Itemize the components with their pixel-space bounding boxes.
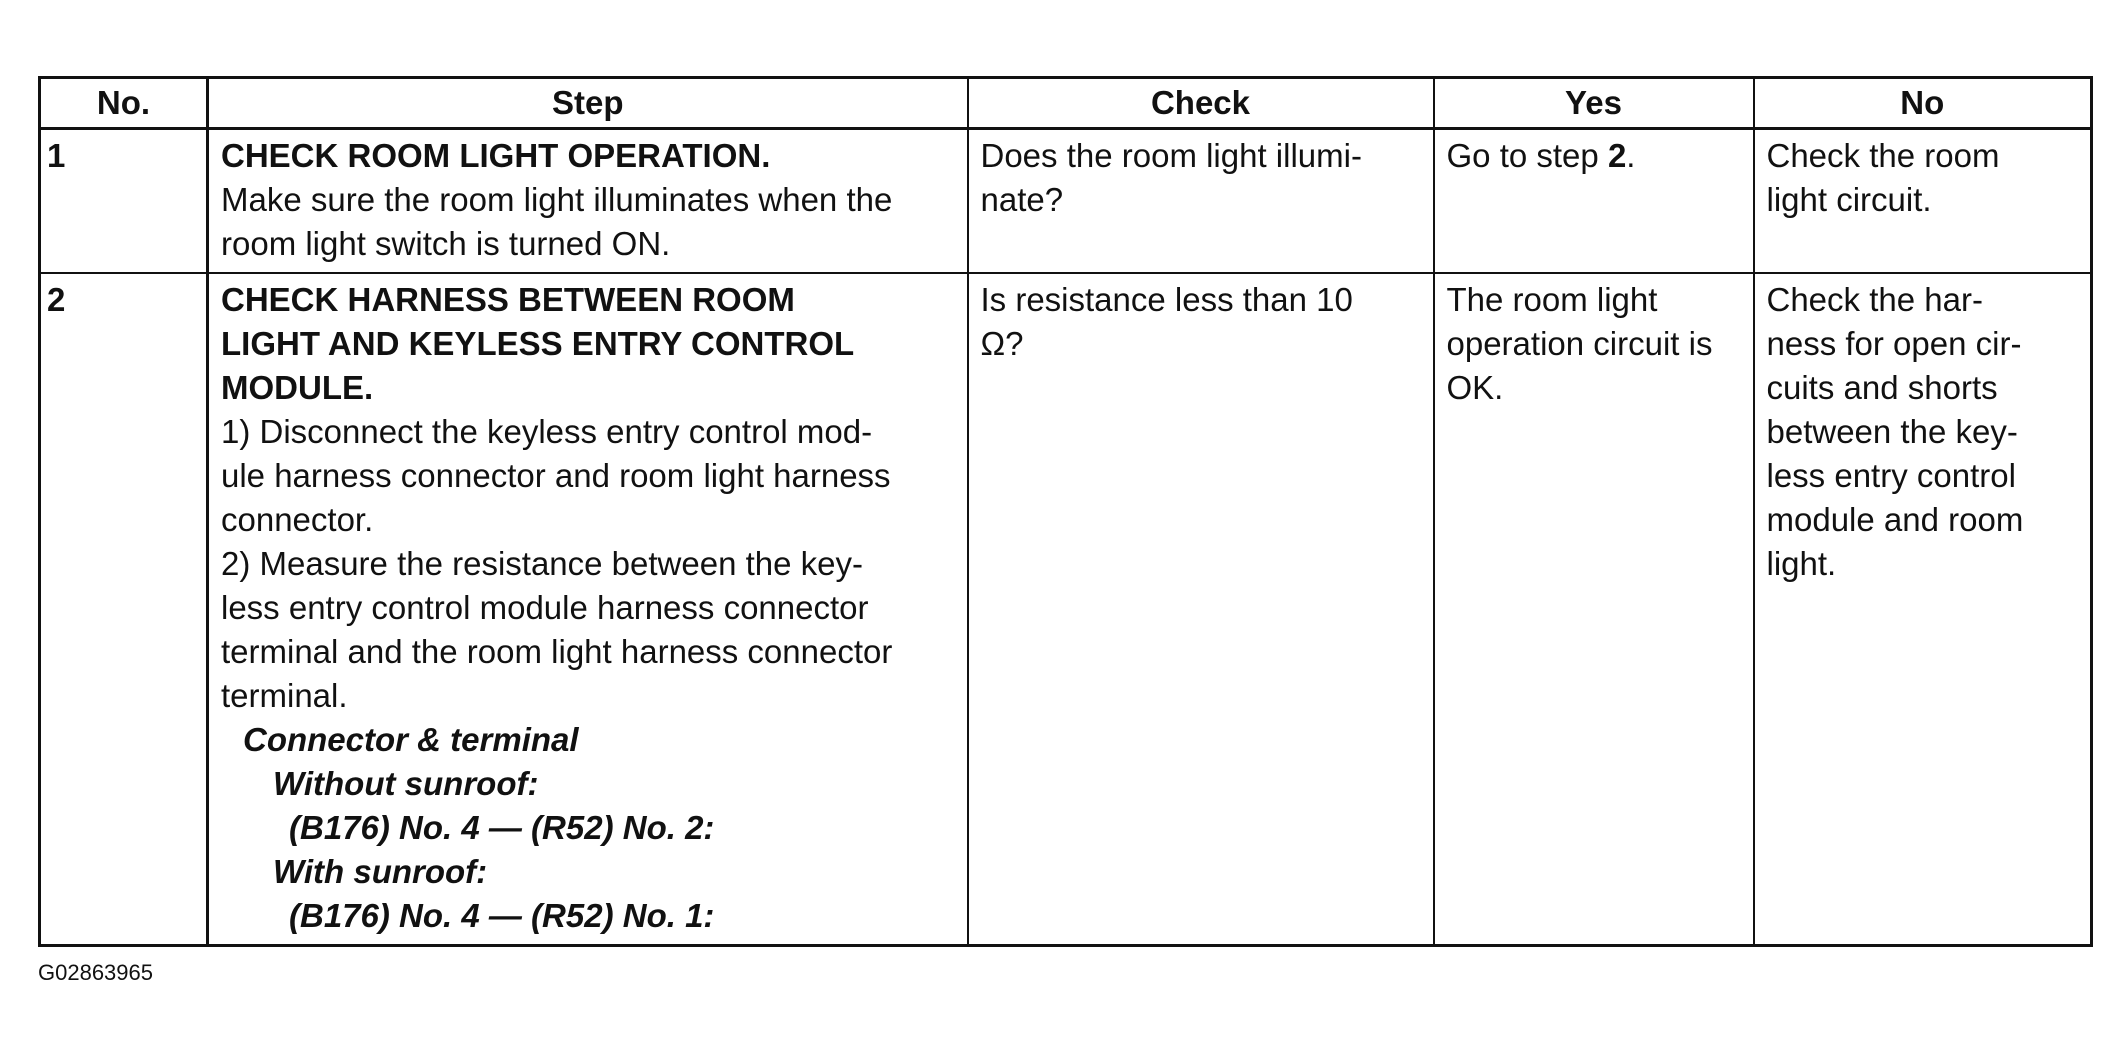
row-1-check-line: Does the room light illumi- [980, 137, 1362, 174]
row-2-step-line: terminal and the room light harness connector [221, 633, 893, 670]
with-sunroof-label: With sunroof: [273, 853, 488, 890]
header-yes: Yes [1434, 78, 1754, 129]
row-2-check-line: Is resistance less than 10 [980, 281, 1353, 318]
row-2-step-title-line: MODULE. [221, 369, 374, 406]
row-2-check-line: Ω? [980, 325, 1024, 362]
row-1-check [968, 129, 1434, 274]
row-2-step-line: 1) Disconnect the keyless entry control mod- [221, 413, 873, 450]
header-no: No. [40, 78, 208, 129]
row-2-step-line: connector. [221, 501, 374, 538]
without-sunroof-value: (B176) No. 4 — (R52) No. 2: [289, 809, 715, 846]
row-2-no-line: module and room [1766, 501, 2024, 538]
connector-terminal-heading: Connector & terminal [243, 721, 579, 758]
diagnostic-table [38, 76, 2093, 947]
row-2-yes-line: operation circuit is [1446, 325, 1713, 362]
row-2-yes-line: The room light [1446, 281, 1658, 318]
row-2-step-title-line: CHECK HARNESS BETWEEN ROOM [221, 281, 795, 318]
row-1-no-line: light circuit. [1766, 181, 1932, 218]
header-no-result: No [1754, 78, 2092, 129]
row-2-check [968, 273, 1434, 946]
row-1-step-line: room light switch is turned ON. [221, 225, 671, 262]
row-2-step-line: 2) Measure the resistance between the key- [221, 545, 864, 582]
row-2-no-line: ness for open cir- [1766, 325, 2022, 362]
row-1-no [1754, 129, 2092, 274]
row-2-no-line: light. [1766, 545, 1837, 582]
row-1-yes-suffix: . [1626, 137, 1636, 174]
row-1-no-line: Check the room [1766, 137, 2000, 174]
row-1-yes-step-ref: 2 [1607, 137, 1627, 174]
row-2-number: 2 [40, 273, 208, 946]
figure-code: G02863965 [38, 960, 153, 985]
row-1-yes [1434, 129, 1754, 274]
row-1-yes-prefix: Go to step [1446, 137, 1608, 174]
row-1-step-line: Make sure the room light illuminates when the [221, 181, 893, 218]
row-2-no-line: less entry control [1766, 457, 2016, 494]
table-header-row [40, 78, 2092, 129]
header-step: Step [208, 78, 968, 129]
row-2-yes-line: OK. [1446, 369, 1504, 406]
row-2-step [208, 273, 968, 946]
row-2-step-line: less entry control module harness connector [221, 589, 869, 626]
row-2-no-line: cuits and shorts [1766, 369, 1998, 406]
row-2-step-title-line: LIGHT AND KEYLESS ENTRY CONTROL [221, 325, 855, 362]
row-1-check-line: nate? [980, 181, 1064, 218]
table-row-2 [40, 273, 2092, 946]
row-1-number: 1 [40, 129, 208, 274]
row-2-no-line: Check the har- [1766, 281, 1983, 318]
row-1-step-title: CHECK ROOM LIGHT OPERATION. [221, 137, 771, 174]
row-2-no-line: between the key- [1766, 413, 2018, 450]
row-2-step-line: terminal. [221, 677, 348, 714]
table-row-1 [40, 129, 2092, 274]
header-check: Check [968, 78, 1434, 129]
without-sunroof-label: Without sunroof: [273, 765, 539, 802]
row-2-yes [1434, 273, 1754, 946]
row-2-step-line: ule harness connector and room light harness [221, 457, 891, 494]
with-sunroof-value: (B176) No. 4 — (R52) No. 1: [289, 897, 715, 934]
row-1-step [208, 129, 968, 274]
row-2-no [1754, 273, 2092, 946]
